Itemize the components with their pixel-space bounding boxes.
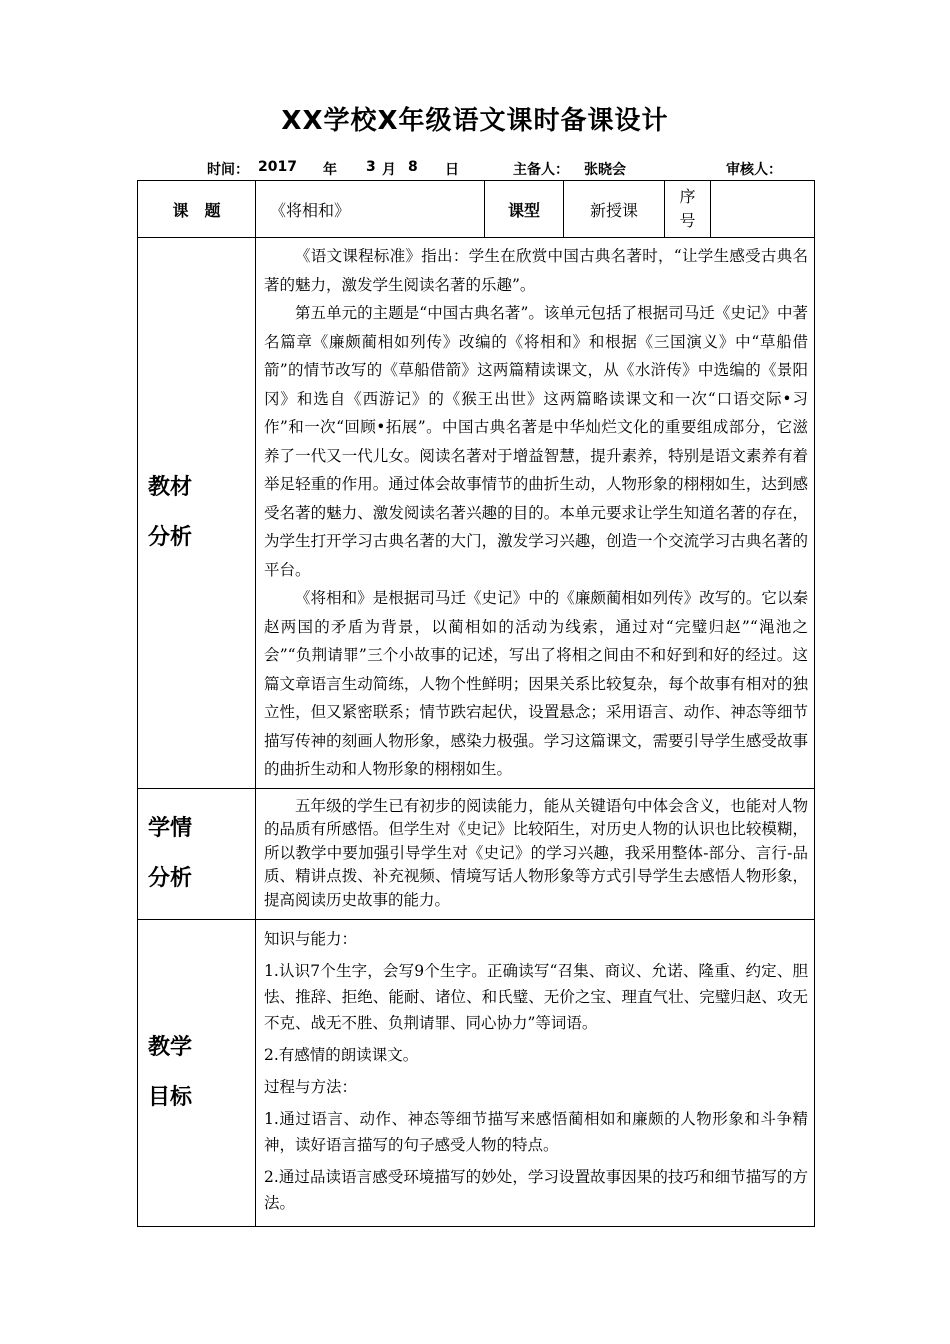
day-value: 8 <box>408 159 418 175</box>
goals-label-2: 目标 <box>148 1084 193 1110</box>
material-label-cell <box>138 238 256 789</box>
goals-item: 1.认识7个生字，会写9个生字。正确读写“召集、商议、允诺、隆重、约定、胆怯、推辞、拒绝、能耐、诸位、和氏璧、无价之宝、理直气壮、完璧归赵、攻无不克、战无不胜、负荆请罪、同心协力”等词语。 <box>264 961 808 1032</box>
month-unit: 月 <box>382 162 396 178</box>
topic-value-cell <box>256 181 485 238</box>
topic-label-cell <box>138 181 256 238</box>
material-label-1: 教材 <box>148 474 193 500</box>
year-value: 2017 <box>258 159 297 175</box>
preparer-label: 主备人： <box>513 162 569 178</box>
learner-label-1: 学情 <box>148 815 193 841</box>
year-unit: 年 <box>323 162 337 178</box>
material-paragraph: 《语文课程标准》指出：学生在欣赏中国古典名著时，“让学生感受古典名著的魅力，激发学生阅读名著的乐趣”。 <box>264 247 808 294</box>
material-label-2: 分析 <box>148 524 193 550</box>
month-value: 3 <box>366 159 376 175</box>
material-paragraph: 《将相和》是根据司马迁《史记》中的《廉颇蔺相如列传》改写的。它以秦赵两国的矛盾为背景，以蔺相如的活动为线索，通过对“完璧归赵”“渑池之会”“负荆请罪”三个小故事的记述，写出了将相之间由不和好到和好的经过。这篇文章语言生动简练，人物个性鲜明；因果关系比较复杂，每个故事有相对的独立性，但又紧密联系；情节跌宕起伏，设置悬念；采用语言、动作、神态等细节描写传神的刻画人物形象，感染力极强。学习这篇课文，需要引导学生感受故事的曲折生动和人物形象的栩栩如生。 <box>264 589 808 778</box>
learner-row <box>138 788 815 919</box>
topic-value: 《将相和》 <box>270 200 351 220</box>
goals-label-cell <box>138 919 256 1226</box>
topic-label: 课 题 <box>172 200 221 220</box>
time-label: 时间： <box>207 162 249 178</box>
learner-label-2: 分析 <box>148 865 193 891</box>
seq-value-cell <box>711 181 815 238</box>
goals-heading-process: 过程与方法： <box>264 1077 358 1096</box>
document-title: XX学校X年级语文课时备课设计 <box>281 106 669 136</box>
goals-row <box>138 919 815 1226</box>
learner-paragraph: 五年级的学生已有初步的阅读能力，能从关键语句中体会含义，也能对人物的品质有所感悟。但学生对《史记》比较陌生，对历史人物的认识也比较模糊，所以教学中要加强引导学生对《史记》的学习兴趣，我采用整体-部分、言行-品质、精讲点拨、补充视频、情境写话人物形象等方式引导学生去感悟人物形象，提高阅读历史故事的能力。 <box>264 796 808 909</box>
lesson-plan-table <box>137 180 815 1227</box>
preparer-name: 张晓会 <box>584 162 626 178</box>
seq-label-1: 序 <box>679 187 696 206</box>
day-unit: 日 <box>445 162 459 178</box>
material-content <box>256 238 815 789</box>
goals-item: 1.通过语言、动作、神态等细节描写来感悟蔺相如和廉颇的人物形象和斗争精神，读好语言描写的句子感受人物的特点。 <box>264 1109 808 1154</box>
type-label-cell <box>485 181 564 238</box>
material-paragraph: 第五单元的主题是“中国古典名著”。该单元包括了根据司马迁《史记》中著名篇章《廉颇蔺相如列传》改编的《将相和》和根据《三国演义》中“草船借箭”的情节改写的《草船借箭》这两篇精读课文，从《水浒传》中选编的《景阳冈》和选自《西游记》的《猴王出世》这两篇略读课文和一次“口语交际•习作”和一次“回顾•拓展”。中国古典名著是中华灿烂文化的重要组成部分，它滋养了一代又一代儿女。阅读名著对于增益智慧，提升素养，特别是语文素养有着举足轻重的作用。通过体会故事情节的曲折生动，人物形象的栩栩如生，达到感受名著的魅力、激发阅读名著兴趣的目的。本单元要求让学生知道名著的存在，为学生打开学习古典名著的大门，激发学习兴趣，创造一个交流学习古典名著的平台。 <box>264 304 808 579</box>
goals-heading-knowledge: 知识与能力： <box>264 929 358 948</box>
goals-label-1: 教学 <box>148 1034 193 1060</box>
header-row <box>138 181 815 238</box>
goals-item: 2.有感情的朗读课文。 <box>264 1045 419 1064</box>
reviewer-label: 审核人： <box>726 162 782 178</box>
goals-content <box>256 919 815 1226</box>
material-row <box>138 238 815 789</box>
seq-label-cell <box>665 181 711 238</box>
seq-label-2: 号 <box>679 211 696 230</box>
goals-item: 2.通过品读语言感受环境描写的妙处，学习设置故事因果的技巧和细节描写的方法。 <box>264 1167 808 1212</box>
type-value-cell <box>564 181 665 238</box>
learner-content <box>256 788 815 919</box>
type-value: 新授课 <box>589 200 638 220</box>
learner-label-cell <box>138 788 256 919</box>
type-label: 课型 <box>507 200 540 220</box>
